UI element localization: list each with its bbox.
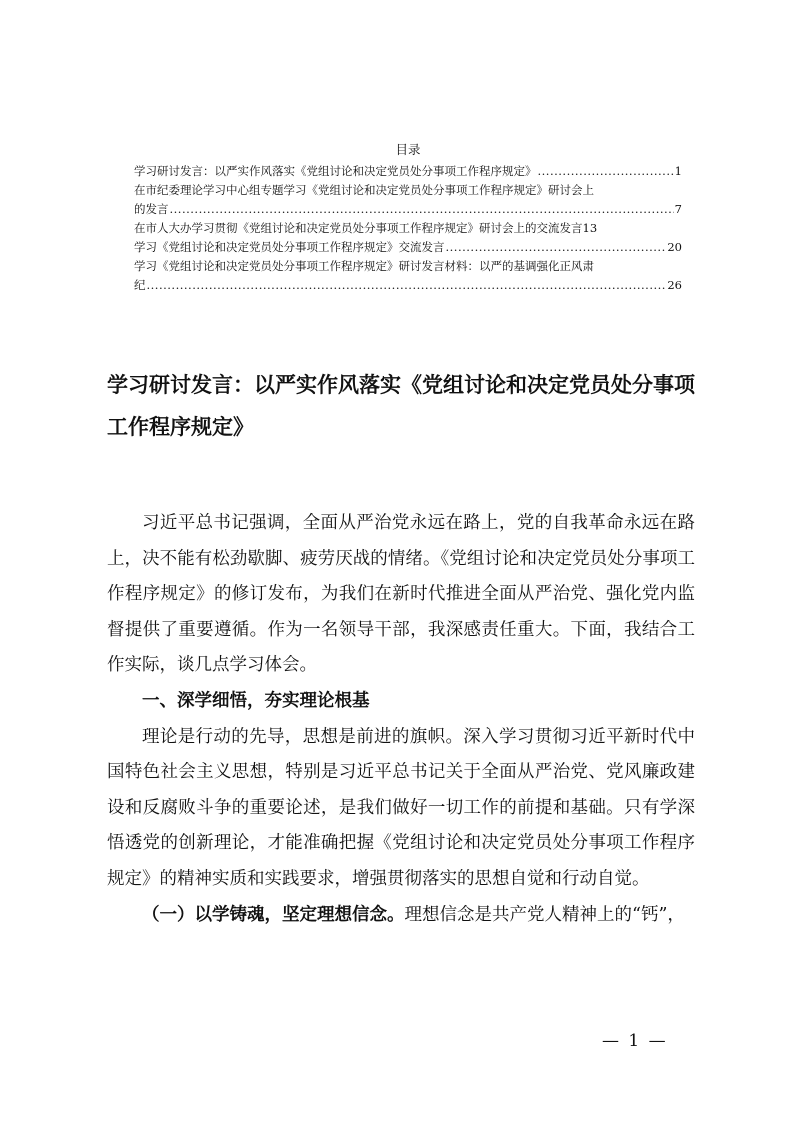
toc-entry-2-line2[interactable]: [134, 200, 682, 219]
toc-leader-dots: [538, 162, 674, 181]
toc-entry-text: 在市人大办学习贯彻《党组讨论和决定党员处分事项工作程序规定》研讨会上的交流发言: [134, 221, 583, 235]
toc-entry-text: 学习《党组讨论和决定党员处分事项工作程序规定》研讨发言材料：以严的基调强化正风肃: [134, 259, 594, 273]
section-heading-1: 一、深学细悟，夯实理论根基: [142, 690, 370, 711]
toc-entry-text: 的发言: [134, 202, 169, 216]
toc-entry-text: 在市纪委理论学习中心组专题学习《党组讨论和决定党员处分事项工作程序规定》研讨会上: [134, 183, 594, 197]
toc-entry-page: 1: [674, 164, 682, 178]
toc-entry-text: 学习研讨发言：以严实作风落实《党组讨论和决定党员处分事项工作程序规定》: [134, 164, 537, 178]
toc-entry-4[interactable]: [134, 238, 682, 257]
page-number: — 1 —: [602, 1031, 668, 1051]
article-body: [107, 506, 695, 933]
toc-entry-page: 13: [582, 221, 598, 235]
subsection-heading-1: （一）以学铸魂，坚定理想信念。: [142, 904, 405, 925]
paragraph-intro: 习近平总书记强调，全面从严治党永远在路上，党的自我革命永远在路上，决不能有松劲歇脚、疲劳厌战的情绪。《党组讨论和决定党员处分事项工作程序规定》的修订发布，为我们在新时代推进全面从严治党、强化党内监督提供了重要遵循。作为一名领导干部，我深感责任重大。下面，我结合工作实际，谈几点学习体会。: [107, 513, 695, 676]
paragraph-theory: 理论是行动的先导，思想是前进的旗帜。深入学习贯彻习近平新时代中国特色社会主义思想，特别是习近平总书记关于全面从严治党、党风廉政建设和反腐败斗争的重要论述，是我们做好一切工作的前提和基础。只有学深悟透党的创新理论，才能准确把握《党组讨论和决定党员处分事项工作程序规定》的精神实质和实践要求，增强贯彻落实的思想自觉和行动自觉。: [107, 726, 695, 889]
toc-entry-5-line2[interactable]: [134, 276, 682, 295]
toc-entry-2-line1[interactable]: [134, 181, 682, 200]
toc-entry-1[interactable]: [134, 162, 682, 181]
toc-entry-text: 纪: [134, 278, 146, 292]
toc-entry-page: 7: [674, 202, 682, 216]
toc-title: 目录: [395, 142, 421, 157]
table-of-contents: [134, 140, 682, 295]
article-heading: 学习研讨发言：以严实作风落实《党组讨论和决定党员处分事项工作程序规定》: [107, 373, 695, 439]
subsection-text-1: 理想信念是共产党人精神上的“钙”，: [404, 904, 685, 925]
toc-entry-page: 26: [667, 278, 682, 292]
paragraph-subsection-1: [107, 898, 695, 934]
toc-leader-dots: [446, 238, 667, 257]
toc-entry-5-line1[interactable]: [134, 257, 682, 276]
toc-leader-dots: [147, 276, 667, 295]
toc-entry-page: 20: [667, 240, 682, 254]
toc-entry-text: 学习《党组讨论和决定党员处分事项工作程序规定》交流发言: [134, 240, 445, 254]
toc-leader-dots: [170, 200, 674, 219]
toc-entry-3[interactable]: [134, 219, 682, 238]
